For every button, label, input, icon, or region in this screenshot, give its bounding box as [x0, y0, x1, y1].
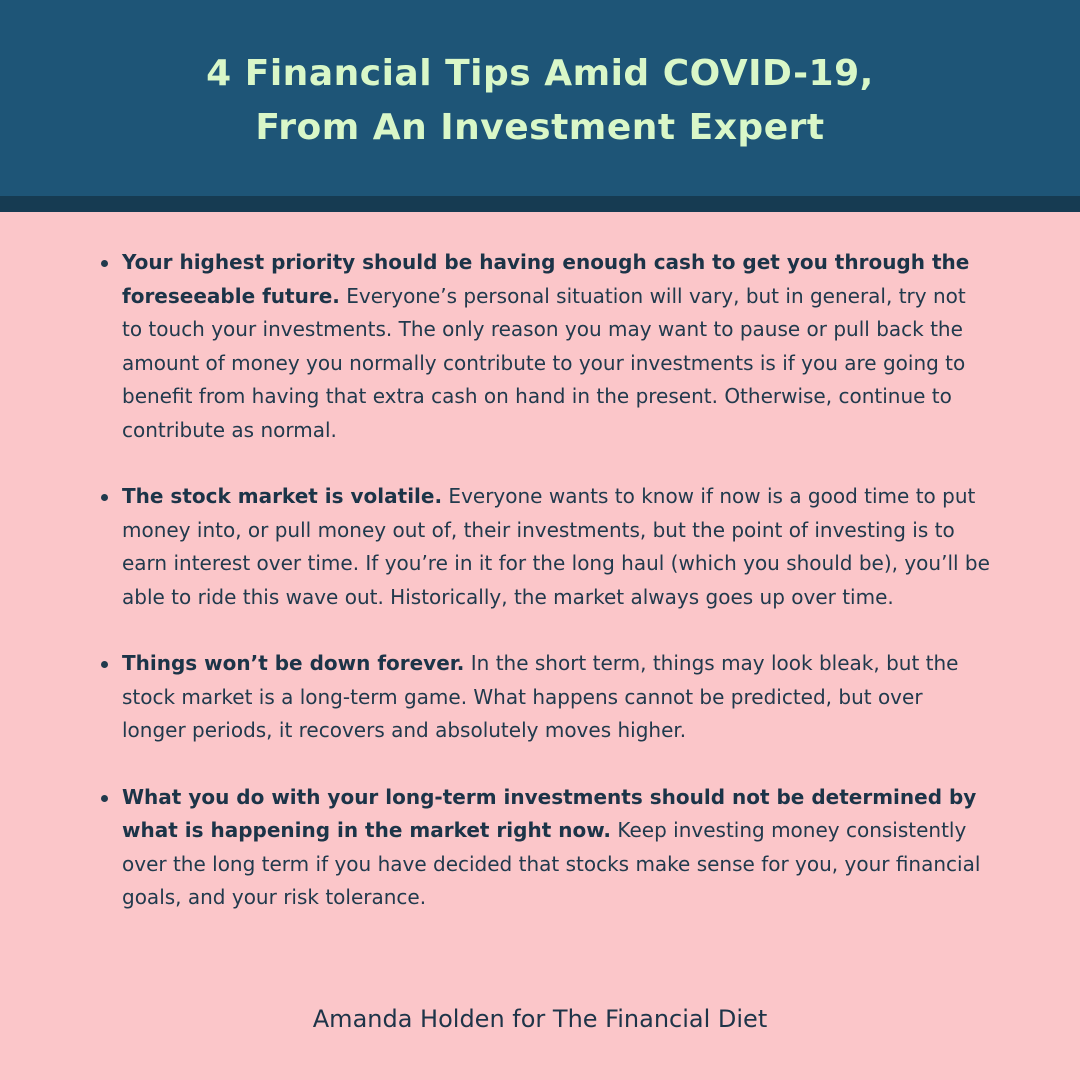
bullet-icon	[101, 661, 108, 668]
author-credit: Amanda Holden for The Financial Diet	[312, 1005, 768, 1033]
tip-2-lead: The stock market is volatile.	[122, 484, 443, 508]
tips-list	[0, 246, 1080, 948]
tip-1-lead: Your highest priority should be having enough cash to get you through the foreseeable future.	[122, 250, 970, 308]
bullet-icon	[101, 795, 108, 802]
tip-item-3	[122, 647, 992, 748]
page-title-line-2: From An Investment Expert	[255, 107, 825, 148]
tip-4-lead: What you do with your long-term investments should not be determined by what is happening in the market right now.	[122, 784, 977, 842]
tip-item-4	[122, 781, 992, 915]
tip-4-body: Keep investing money consistently over the long term if you have decided that stocks make sense for you, your financial goals, and your risk tolerance.	[122, 818, 981, 909]
header-divider-band	[0, 196, 1080, 212]
tip-3-body: In the short term, things may look bleak, but the stock market is a long-term game. What happens cannot be predicted, but over longer periods, it recovers and absolutely moves higher.	[122, 651, 959, 742]
tip-2-body: Everyone wants to know if now is a good time to put money into, or pull money out of, their investments, but the point of investing is to earn interest over time. If you’re in it for the long haul (which you should be), you’ll be able to ride this wave out. Historically, the market always goes up over time.	[122, 484, 990, 609]
tip-item-1	[122, 246, 992, 447]
tip-1-body: Everyone’s personal situation will vary, but in general, try not to touch your investments. The only reason you may want to pause or pull back the amount of money you normally contribute to your investments is if you are going to benefit from having that extra cash on hand in the present. Otherwise, continue to contribute as normal.	[122, 283, 966, 442]
bullet-icon	[101, 260, 108, 267]
header-banner	[0, 0, 1080, 196]
page-title-line-1: 4 Financial Tips Amid COVID-19,	[206, 53, 874, 94]
tip-3-lead: Things won’t be down forever.	[122, 651, 465, 675]
bullet-icon	[101, 494, 108, 501]
tip-item-2	[122, 480, 992, 614]
